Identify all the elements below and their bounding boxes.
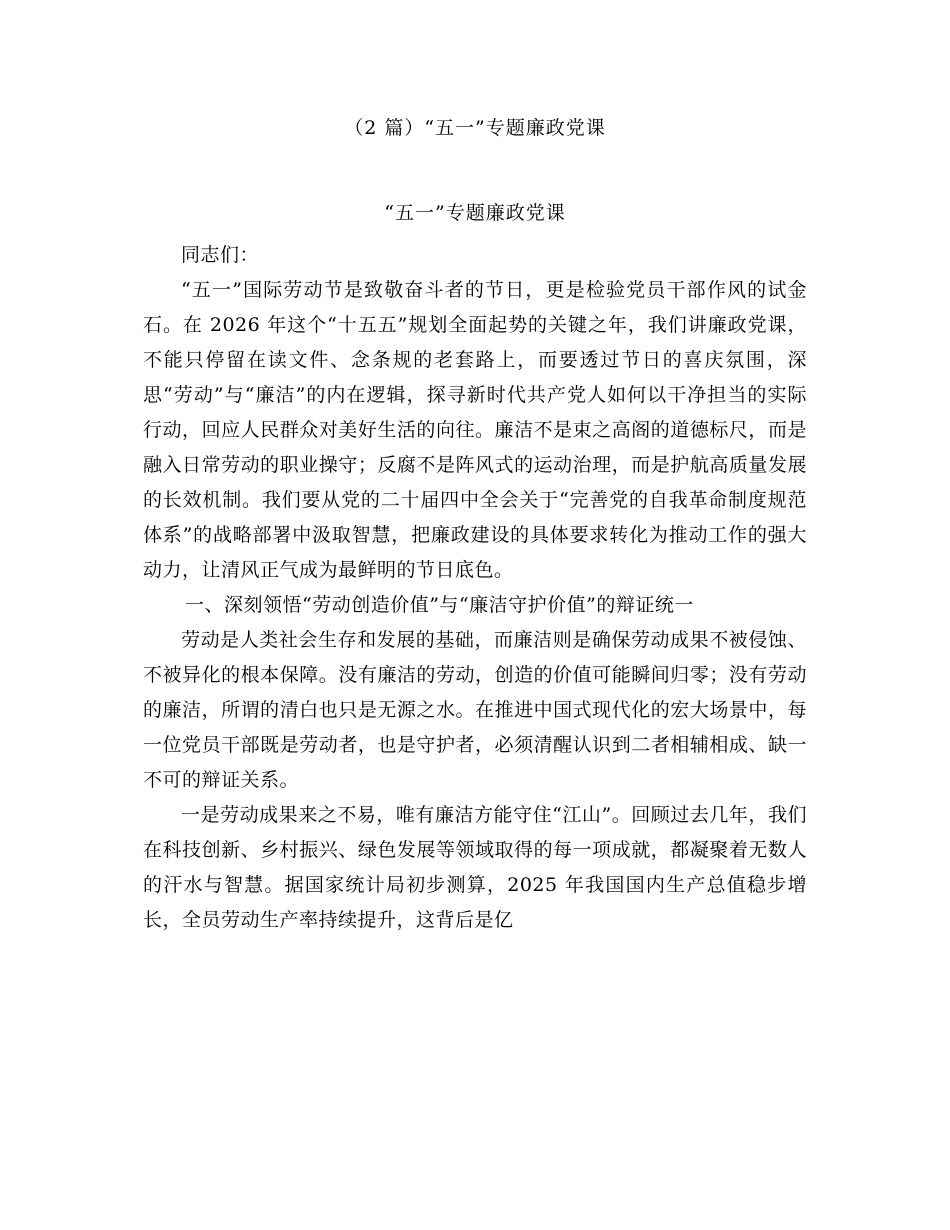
section-heading: 一、深刻领悟“劳动创造价值”与“廉洁守护价值”的辩证统一 <box>185 594 694 616</box>
section-paragraph: 劳动是人类社会生存和发展的基础，而廉洁则是确保劳动成果不被侵蚀、不被异化的根本保障。没有廉洁的劳动，创造的价值可能瞬间归零；没有劳动的廉洁，所谓的清白也只是无源之水。在推进中国式现代化的宏大场景中，每一位党员干部既是劳动者，也是守护者，必须清醒认识到二者相辅相成、缺一不可的辩证关系。 <box>143 629 807 791</box>
article-title: “五一”专题廉政党课 <box>384 202 566 224</box>
article-body <box>143 238 807 938</box>
document-title: （2 篇）“五一”专题廉政党课 <box>344 117 606 139</box>
intro-paragraph: “五一”国际劳动节是致敬奋斗者的节日，更是检验党员干部作风的试金石。在 2026 年这个“十五五”规划全面起势的关键之年，我们讲廉政党课，不能只停留在读文件、念条规的老套路上，而要透过节日的喜庆氛围，深思“劳动”与“廉洁”的内在逻辑，探寻新时代共产党人如何以干净担当的实际行动，回应人民群众对美好生活的向往。廉洁不是束之高阁的道德标尺，而是融入日常劳动的职业操守；反腐不是阵风式的运动治理，而是护航高质量发展的长效机制。我们要从党的二十届四中全会关于“完善党的自我革命制度规范体系”的战略部署中汲取智慧，把廉政建设的具体要求转化为推动工作的强大动力，让清风正气成为最鲜明的节日底色。 <box>143 279 807 581</box>
greeting: 同志们： <box>181 244 260 266</box>
section-paragraph: 一是劳动成果来之不易，唯有廉洁方能守住“江山”。回顾过去几年，我们在科技创新、乡村振兴、绿色发展等领域取得的每一项成就，都凝聚着无数人的汗水与智慧。据国家统计局初步测算，2025 年我国国内生产总值稳步增长，全员劳动生产率持续提升，这背后是亿 <box>143 804 807 931</box>
